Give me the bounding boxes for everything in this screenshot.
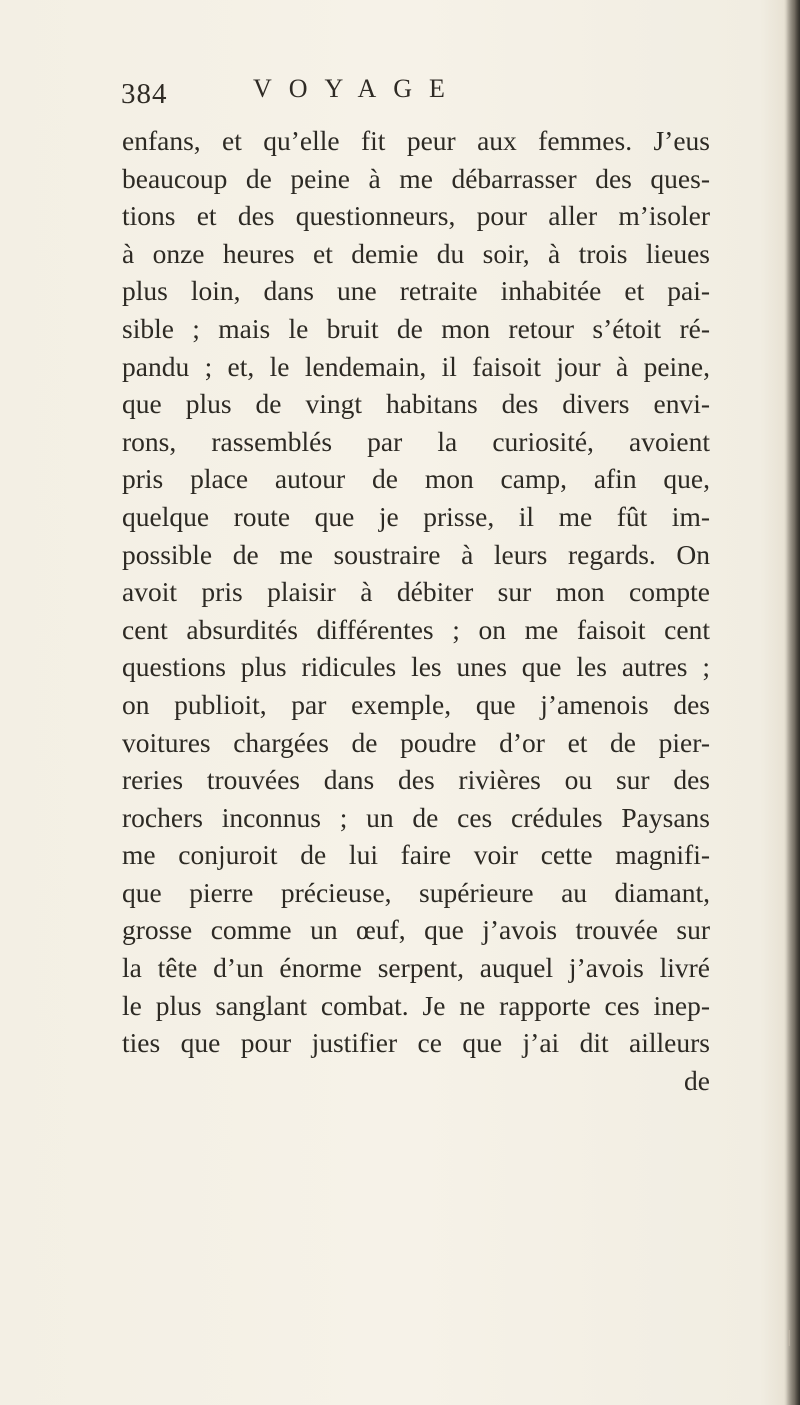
catchword: de <box>684 1064 710 1096</box>
text-line: sible ; mais le bruit de mon retour s’étoit ré- <box>122 312 710 344</box>
page-number: 384 <box>121 78 168 110</box>
text-line: rons, rassemblés par la curiosité, avoient <box>122 425 710 457</box>
text-line: voitures chargées de poudre d’or et de pier- <box>122 726 710 758</box>
text-line: plus loin, dans une retraite inhabitée et pai- <box>122 275 710 307</box>
text-line: tions et des questionneurs, pour aller m’isoler <box>122 200 710 232</box>
text-line: pris place autour de mon camp, afin que, <box>122 463 710 495</box>
text-line: pandu ; et, le lendemain, il faisoit jour à peine, <box>122 350 710 382</box>
text-line: on publioit, par exemple, que j’amenois des <box>122 688 710 720</box>
page-edge-shadow <box>786 0 800 1405</box>
text-line: enfans, et qu’elle fit peur aux femmes. J’eus <box>122 125 710 156</box>
text-line: à onze heures et demie du soir, à trois lieues <box>122 237 710 269</box>
text-line: reries trouvées dans des rivières ou sur des <box>122 764 710 796</box>
text-line: avoit pris plaisir à débiter sur mon compte <box>122 576 710 608</box>
text-line: questions plus ridicules les unes que les autres ; <box>122 651 710 683</box>
text-line: grosse comme un œuf, que j’avois trouvée sur <box>122 914 710 946</box>
running-head: VOYAGE <box>253 74 462 103</box>
text-line: le plus sanglant combat. Je ne rapporte ces inep- <box>122 989 710 1021</box>
paper-mark <box>788 1330 790 1346</box>
text-line: beaucoup de peine à me débarrasser des ques- <box>122 162 710 194</box>
text-line: rochers inconnus ; un de ces crédules Paysans <box>122 801 710 833</box>
text-line: que pierre précieuse, supérieure au diamant, <box>122 876 710 908</box>
body-text <box>122 122 710 1099</box>
text-line: cent absurdités différentes ; on me faisoit cent <box>122 613 710 645</box>
text-line: me conjuroit de lui faire voir cette magnifi- <box>122 839 710 871</box>
text-line: possible de me soustraire à leurs regards. On <box>122 538 710 570</box>
text-line: ties que pour justifier ce que j’ai dit ailleurs <box>122 1027 710 1059</box>
text-line: que plus de vingt habitans des divers envi- <box>122 388 710 420</box>
text-line: la tête d’un énorme serpent, auquel j’avois livré <box>122 952 710 984</box>
text-line: quelque route que je prisse, il me fût im- <box>122 500 710 532</box>
page-header <box>121 74 681 118</box>
